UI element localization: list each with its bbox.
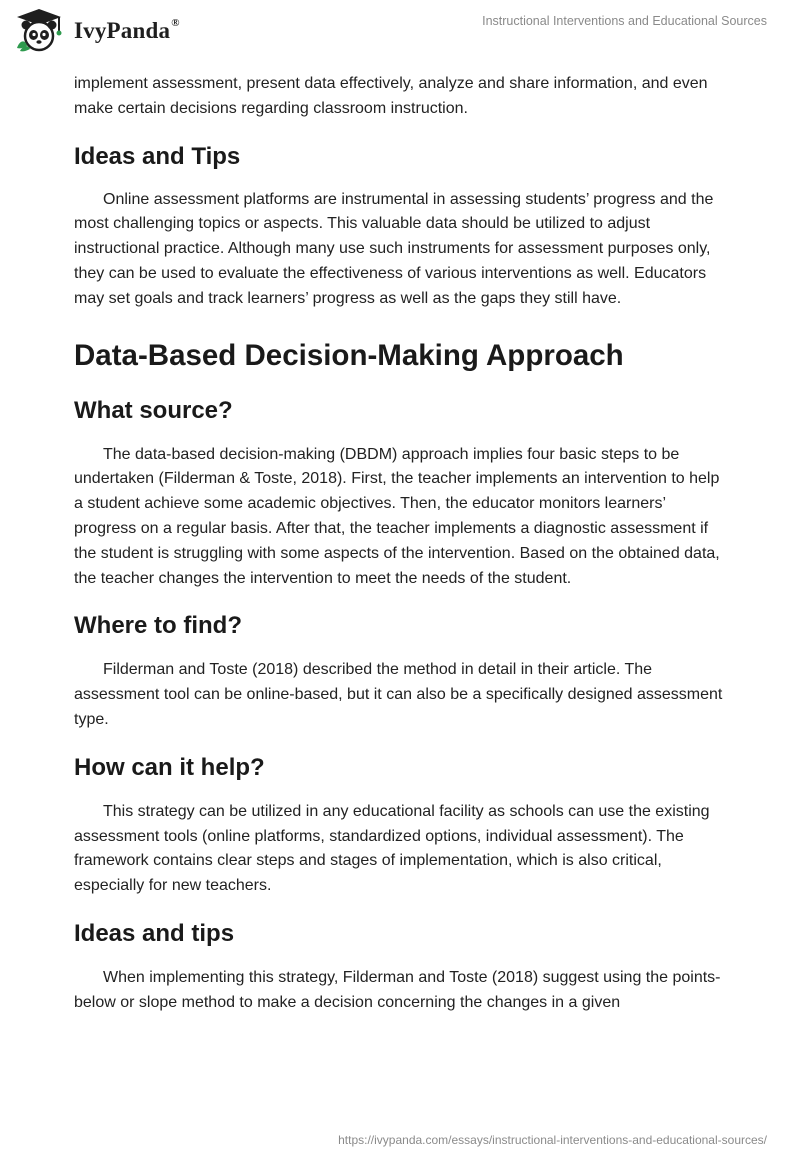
what-source-heading: What source? <box>74 396 233 424</box>
registered-mark: ® <box>171 17 180 30</box>
ideas-and-tips-heading-2: Ideas and tips <box>74 919 235 947</box>
ideas-and-tips-paragraph: Online assessment platforms are instrumental in assessing students’ progress and the most challenging topics or aspects. This valuable data should be utilized to adjust instructional practice. Although many use such instruments for assessment purposes only, they can be used to evaluate the effectiveness of various interventions as well. Educators may set goals and track learners’ progress as well as the gaps they still have. <box>74 190 714 307</box>
ideas-and-tips-paragraph-2: When implementing this strategy, Filderman and Toste (2018) suggest using the points-below or slope method to make a decision concerning the changes in a given <box>74 968 721 1011</box>
brand-text: IvyPanda <box>74 18 171 43</box>
ideas-and-tips-heading: Ideas and Tips <box>74 142 241 170</box>
how-can-it-help-paragraph: This strategy can be utilized in any educational facility as schools can use the existing assessment tools (online platforms, standardized options, individual assessment). The framework contains clear steps and stages of implementation, which is also critical, especially for new teachers. <box>74 802 710 895</box>
page-header <box>0 0 800 60</box>
essay-content <box>74 72 726 1016</box>
section-heading-dbdm: Data-Based Decision-Making Approach <box>74 338 624 372</box>
where-to-find-heading: Where to find? <box>74 612 242 640</box>
what-source-paragraph: The data-based decision-making (DBDM) approach implies four basic steps to be undertaken (Filderman & Toste, 2018). First, the teacher implements an intervention to help a student achieve some academic objectives. Then, the educator monitors learners’ progress on a regular basis. After that, the teacher implements a diagnostic assessment if the student is struggling with some aspects of the intervention. Based on the obtained data, the teacher changes the intervention to meet the needs of the student. <box>74 445 720 587</box>
source-url[interactable]: https://ivypanda.com/essays/instructional-interventions-and-educational-sources/ <box>338 1133 767 1147</box>
how-can-it-help-heading: How can it help? <box>74 753 265 781</box>
ivypanda-logo-icon[interactable] <box>14 8 64 52</box>
document-title: Instructional Interventions and Educational Sources <box>482 14 767 28</box>
where-to-find-paragraph: Filderman and Toste (2018) described the method in detail in their article. The assessment tool can be online-based, but it can also be a specifically designed assessment type. <box>74 661 723 728</box>
brand-name[interactable] <box>74 18 180 44</box>
intro-paragraph-tail: implement assessment, present data effectively, analyze and share information, and even make certain decisions regarding classroom instruction. <box>74 75 708 117</box>
